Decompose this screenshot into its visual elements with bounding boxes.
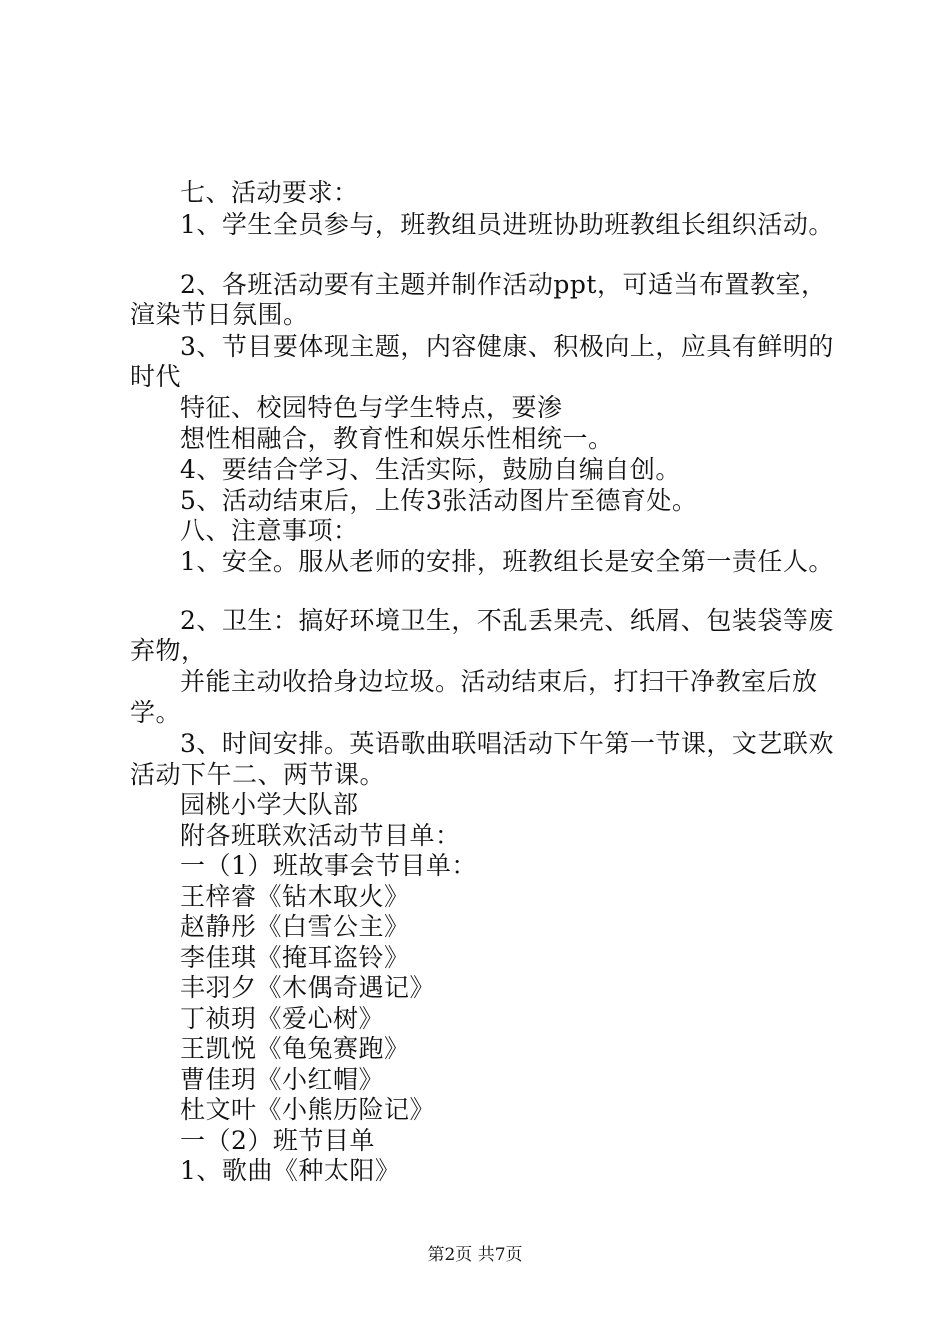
section-heading: 七、活动要求： [180,178,359,207]
paragraph-line: 1、安全。服从老师的安排，班教组长是安全第一责任人。 [180,547,834,576]
paragraph-line: 想性相融合，教育性和娱乐性相统一。 [180,424,614,453]
paragraph-line: 5、活动结束后，上传3张活动图片至德育处。 [180,486,698,515]
paragraph-line: 特征、校园特色与学生特点，要渗 [180,393,563,422]
paragraph-line: 弃物， [130,636,207,665]
paragraph-line: 学。 [130,698,182,727]
list-heading: 一（1）班故事会节目单： [180,851,477,880]
paragraph-line: 并能主动收拾身边垃圾。活动结束后，打扫干净教室后放 [180,667,818,696]
paragraph-line: 3、时间安排。英语歌曲联唱活动下午第一节课，文艺联欢 [180,729,834,758]
paragraph-line: 时代 [130,362,182,391]
page-footer: 第2页 共7页 [427,1245,523,1265]
paragraph-line: 附各班联欢活动节目单： [180,821,461,850]
list-item: 丁祯玥《爱心树》 [180,1004,385,1033]
paragraph-line: 2、各班活动要有主题并制作活动ppt，可适当布置教室， [180,270,827,299]
paragraph-line: 2、卫生：搞好环境卫生，不乱丢果壳、纸屑、包装袋等废 [180,606,834,635]
section-heading: 八、注意事项： [180,516,359,545]
list-item: 丰羽夕《木偶奇遇记》 [180,973,436,1002]
paragraph-line: 3、节目要体现主题，内容健康、积极向上，应具有鲜明的 [180,332,834,361]
list-item: 杜文叶《小熊历险记》 [180,1095,436,1124]
signature-line: 园桃小学大队部 [180,790,359,819]
paragraph-line: 4、要结合学习、生活实际，鼓励自编自创。 [180,455,681,484]
paragraph-line: 活动下午二、两节课。 [130,760,386,789]
paragraph-line: 1、学生全员参与，班教组员进班协助班教组长组织活动。 [180,210,834,239]
list-item: 曹佳玥《小红帽》 [180,1065,385,1094]
list-item: 王凯悦《龟兔赛跑》 [180,1034,410,1063]
list-item: 赵静彤《白雪公主》 [180,912,410,941]
list-heading: 一（2）班节目单 [180,1126,375,1155]
list-item: 1、歌曲《种太阳》 [180,1156,401,1185]
paragraph-line: 渲染节日氛围。 [130,300,309,329]
list-item: 李佳琪《掩耳盗铃》 [180,943,410,972]
list-item: 王梓睿《钻木取火》 [180,882,410,911]
